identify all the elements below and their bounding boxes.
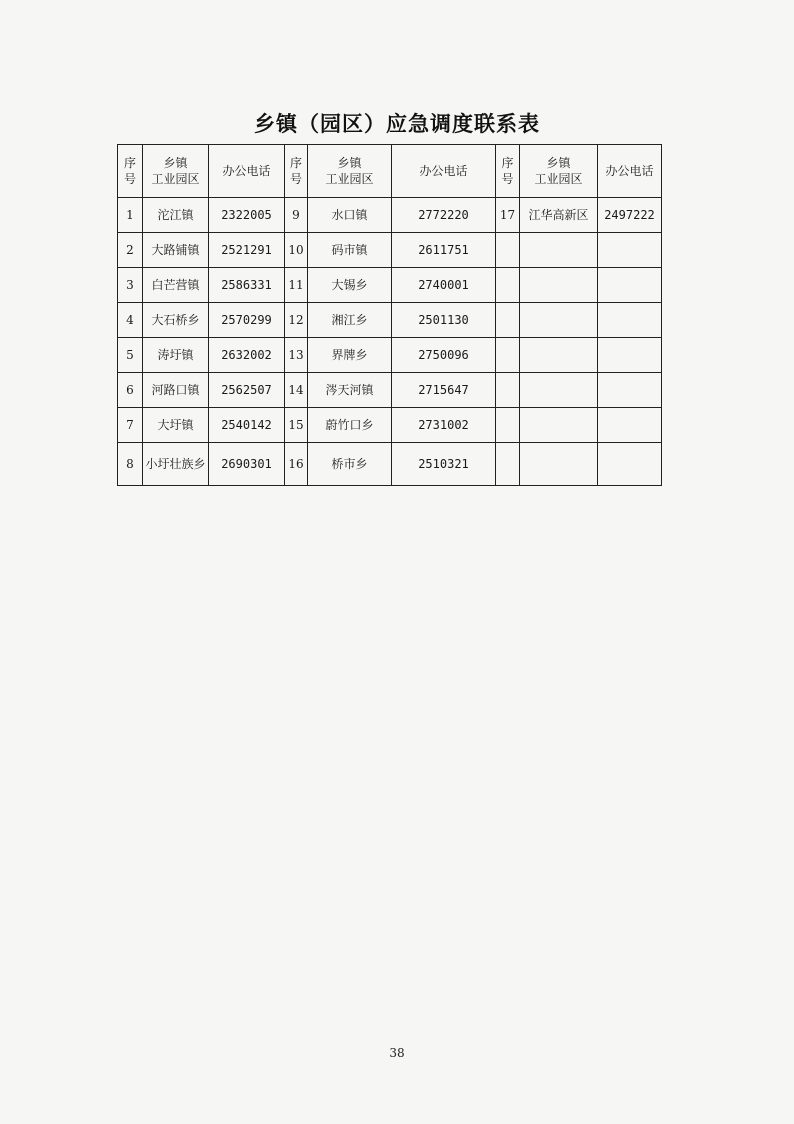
town-cell (520, 373, 598, 408)
town-cell: 界牌乡 (308, 338, 392, 373)
seq-cell (496, 268, 520, 303)
seq-cell: 3 (118, 268, 143, 303)
phone-cell: 2715647 (392, 373, 496, 408)
seq-cell (496, 408, 520, 443)
phone-cell (598, 373, 662, 408)
seq-cell: 6 (118, 373, 143, 408)
table-row (118, 233, 662, 268)
table-row (118, 443, 662, 486)
phone-cell: 2562507 (209, 373, 285, 408)
table-row (118, 303, 662, 338)
town-cell: 沱江镇 (143, 198, 209, 233)
phone-cell: 2731002 (392, 408, 496, 443)
phone-cell: 2632002 (209, 338, 285, 373)
phone-cell: 2497222 (598, 198, 662, 233)
phone-cell (598, 233, 662, 268)
page-number: 38 (389, 1046, 405, 1060)
table-row (118, 268, 662, 303)
header-phone: 办公电话 (209, 145, 285, 198)
town-cell (520, 443, 598, 486)
town-cell: 涛圩镇 (143, 338, 209, 373)
seq-cell: 13 (285, 338, 308, 373)
seq-cell: 1 (118, 198, 143, 233)
town-cell: 大圩镇 (143, 408, 209, 443)
town-cell (520, 303, 598, 338)
town-cell: 大锡乡 (308, 268, 392, 303)
table-row (118, 408, 662, 443)
seq-cell: 8 (118, 443, 143, 486)
town-cell (520, 408, 598, 443)
seq-cell: 2 (118, 233, 143, 268)
phone-cell: 2611751 (392, 233, 496, 268)
town-cell: 河路口镇 (143, 373, 209, 408)
header-phone: 办公电话 (392, 145, 496, 198)
town-cell: 桥市乡 (308, 443, 392, 486)
town-cell: 湘江乡 (308, 303, 392, 338)
phone-cell: 2501130 (392, 303, 496, 338)
phone-cell (598, 303, 662, 338)
phone-cell: 2740001 (392, 268, 496, 303)
table-row (118, 198, 662, 233)
town-cell: 白芒营镇 (143, 268, 209, 303)
header-town: 乡镇 工业园区 (143, 145, 209, 198)
phone-cell (598, 408, 662, 443)
phone-cell: 2690301 (209, 443, 285, 486)
seq-cell: 16 (285, 443, 308, 486)
seq-cell: 12 (285, 303, 308, 338)
town-cell: 蔚竹口乡 (308, 408, 392, 443)
town-cell: 码市镇 (308, 233, 392, 268)
header-town: 乡镇 工业园区 (308, 145, 392, 198)
town-cell: 大石桥乡 (143, 303, 209, 338)
seq-cell (496, 373, 520, 408)
table-row (118, 338, 662, 373)
table-header-row (118, 145, 662, 198)
header-seq: 序 号 (118, 145, 143, 198)
town-cell: 水口镇 (308, 198, 392, 233)
phone-cell (598, 268, 662, 303)
seq-cell: 15 (285, 408, 308, 443)
header-seq: 序 号 (285, 145, 308, 198)
seq-cell (496, 303, 520, 338)
header-town: 乡镇 工业园区 (520, 145, 598, 198)
contact-table (117, 144, 662, 486)
phone-cell: 2510321 (392, 443, 496, 486)
header-seq: 序 号 (496, 145, 520, 198)
town-cell (520, 338, 598, 373)
phone-cell: 2570299 (209, 303, 285, 338)
town-cell (520, 268, 598, 303)
seq-cell: 17 (496, 198, 520, 233)
seq-cell: 7 (118, 408, 143, 443)
phone-cell: 2750096 (392, 338, 496, 373)
town-cell (520, 233, 598, 268)
seq-cell: 4 (118, 303, 143, 338)
town-cell: 涔天河镇 (308, 373, 392, 408)
phone-cell: 2521291 (209, 233, 285, 268)
phone-cell: 2322005 (209, 198, 285, 233)
seq-cell: 14 (285, 373, 308, 408)
page-title: 乡镇（园区）应急调度联系表 (254, 112, 540, 136)
phone-cell: 2540142 (209, 408, 285, 443)
seq-cell: 11 (285, 268, 308, 303)
town-cell: 大路铺镇 (143, 233, 209, 268)
table-row (118, 373, 662, 408)
seq-cell (496, 443, 520, 486)
seq-cell: 10 (285, 233, 308, 268)
seq-cell (496, 338, 520, 373)
seq-cell: 5 (118, 338, 143, 373)
seq-cell: 9 (285, 198, 308, 233)
town-cell: 江华高新区 (520, 198, 598, 233)
town-cell: 小圩壮族乡 (143, 443, 209, 486)
seq-cell (496, 233, 520, 268)
phone-cell: 2586331 (209, 268, 285, 303)
phone-cell: 2772220 (392, 198, 496, 233)
phone-cell (598, 338, 662, 373)
header-phone: 办公电话 (598, 145, 662, 198)
phone-cell (598, 443, 662, 486)
